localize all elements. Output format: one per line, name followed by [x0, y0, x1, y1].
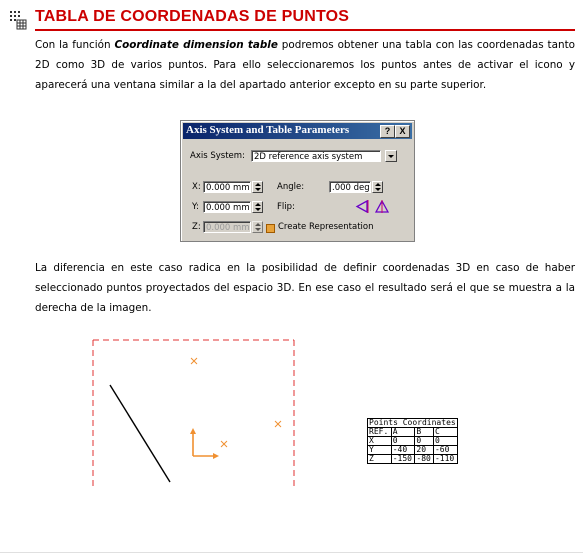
z-label: Z:: [192, 222, 201, 232]
table-cell: Y: [368, 446, 392, 455]
y-field[interactable]: 0.000 mm: [203, 201, 251, 213]
table-header-cell: REF.: [368, 428, 392, 437]
table-header-cell: B: [415, 428, 434, 437]
angle-spinner[interactable]: [372, 181, 383, 193]
drawing-illustration: [60, 335, 320, 495]
close-button[interactable]: X: [395, 125, 410, 138]
table-cell: -80: [415, 455, 434, 464]
create-representation-label: Create Representation: [278, 222, 374, 232]
table-title: Points Coordinates: [369, 418, 456, 427]
table-cell: Z: [368, 455, 392, 464]
x-field[interactable]: 0.000 mm: [203, 181, 251, 193]
chevron-down-icon[interactable]: [385, 150, 397, 162]
intro-text-end: podremos obtener una tabla con las coordenadas tanto 2D como 3D de varios puntos. Para ello seleccionaremos los puntos antes de activar el icono y aparecerá una ventana similar a la del apartado anterior excepto en su parte superior.: [35, 39, 575, 91]
z-field: 0.000 mm: [203, 221, 251, 233]
intro-text-start: Con la función: [35, 39, 115, 51]
table-cell: 0: [415, 437, 434, 446]
table-cell: -110: [433, 455, 457, 464]
create-representation-checkbox[interactable]: [266, 224, 275, 233]
point-marker: [191, 358, 197, 364]
title-underline: [35, 29, 575, 31]
point-marker: [221, 441, 227, 447]
table-cell: -40: [391, 446, 415, 455]
table-cell: -60: [433, 446, 457, 455]
axis-arrow: [190, 428, 196, 434]
point-marker: [275, 421, 281, 427]
flip-horizontal-icon[interactable]: [355, 200, 369, 213]
flip-vertical-icon[interactable]: [375, 200, 389, 213]
y-label: Y:: [192, 202, 199, 212]
angle-field[interactable]: .000 deg: [329, 181, 371, 193]
angle-label: Angle:: [277, 182, 305, 192]
table-cell: 0: [433, 437, 457, 446]
dialog-titlebar: [183, 123, 412, 139]
axis-system-dialog: [180, 120, 415, 242]
explanation-paragraph: La diferencia en este caso radica en la posibilidad de definir coordenadas 3D en caso de haber seleccionado puntos proyectados del espacio 3D. En ese caso el resultado será el que se muestra a la derecha de la imagen.: [35, 262, 575, 314]
table-cell: 0: [391, 437, 415, 446]
table-cell: -150: [391, 455, 415, 464]
intro-paragraph: [35, 35, 575, 95]
x-spinner[interactable]: [252, 181, 263, 193]
dialog-title: Axis System and Table Parameters: [186, 124, 350, 136]
table-header-cell: A: [391, 428, 415, 437]
axis-arrow: [213, 453, 219, 459]
coordinate-table-icon: [9, 10, 27, 30]
points-coordinates-table: [367, 418, 458, 464]
section-title: TABLA DE COORDENADAS DE PUNTOS: [35, 8, 350, 25]
table-cell: 20: [415, 446, 434, 455]
flip-label: Flip:: [277, 202, 295, 212]
table-cell: X: [368, 437, 392, 446]
axis-system-select[interactable]: 2D reference axis system: [251, 150, 381, 162]
function-name: Coordinate dimension table: [114, 39, 278, 51]
x-label: X:: [192, 182, 201, 192]
table-row: [368, 455, 458, 464]
axis-system-label: Axis System:: [190, 151, 245, 161]
y-spinner[interactable]: [252, 201, 263, 213]
projected-line: [110, 385, 170, 482]
help-button[interactable]: ?: [380, 125, 395, 138]
z-spinner: [252, 221, 263, 233]
axis-icon: [193, 432, 215, 456]
table-header-cell: C: [433, 428, 457, 437]
